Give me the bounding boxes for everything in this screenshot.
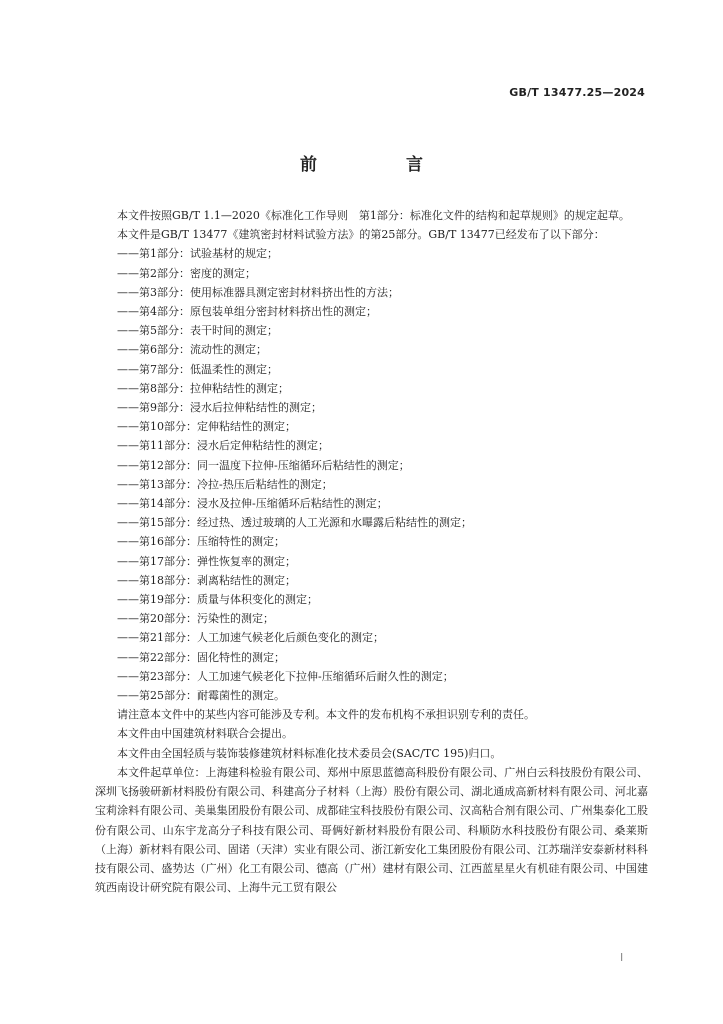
page-title: 前 言: [300, 155, 459, 175]
foreword-body: [95, 206, 648, 897]
part-list-item: ——第4部分：原包装单组分密封材料挤出性的测定；: [117, 305, 377, 319]
part-list-item: ——第11部分：浸水后定伸粘结性的测定；: [117, 439, 329, 453]
part-list-item: ——第10部分：定伸粘结性的测定；: [117, 420, 296, 434]
part-list-item: ——第15部分：经过热、透过玻璃的人工光源和水曝露后粘结性的测定；: [117, 516, 472, 530]
proposer-statement: 本文件由中国建筑材料联合会提出。: [117, 727, 293, 741]
part-list-item: ——第8部分：拉伸粘结性的测定；: [117, 381, 289, 395]
part-list-item: ——第18部分：剥离粘结性的测定；: [117, 573, 296, 587]
intro-paragraph: 本文件是GB/T 13477《建筑密封材料试验方法》的第25部分。GB/T 13477已经发布了以下部分：: [117, 228, 605, 242]
part-list-item: ——第14部分：浸水及拉伸-压缩循环后粘结性的测定；: [117, 497, 388, 511]
part-list-item: ——第13部分：冷拉-热压后粘结性的测定；: [117, 477, 333, 491]
part-list-item: ——第21部分：人工加速气候老化后颜色变化的测定；: [117, 631, 384, 645]
part-list-item: ——第12部分：同一温度下拉伸-压缩循环后粘结性的测定；: [117, 458, 410, 472]
intro-paragraph: 本文件按照GB/T 1.1—2020《标准化工作导则 第1部分：标准化文件的结构和起草规则》的规定起草。: [117, 209, 630, 222]
part-list-item: ——第7部分：低温柔性的测定；: [117, 362, 278, 376]
part-list-item: ——第16部分：压缩特性的测定；: [117, 535, 285, 549]
part-list-item: ——第9部分：浸水后拉伸粘结性的测定；: [117, 401, 322, 415]
part-list-item: ——第19部分：质量与体积变化的测定；: [117, 593, 318, 607]
part-list-item: ——第20部分：污染性的测定；: [117, 612, 274, 626]
patent-notice: 请注意本文件中的某些内容可能涉及专利。本文件的发布机构不承担识别专利的责任。: [117, 708, 535, 722]
part-list-item: ——第22部分：固化特性的测定；: [117, 650, 285, 664]
part-list-item: ——第17部分：弹性恢复率的测定；: [117, 554, 296, 568]
standard-code: GB/T 13477.25—2024: [509, 86, 645, 99]
page-number: I: [620, 951, 624, 964]
part-list-item: ——第1部分：试验基材的规定；: [117, 247, 278, 261]
part-list-item: ——第6部分：流动性的测定；: [117, 343, 267, 357]
part-list-item: ——第2部分：密度的测定；: [117, 266, 256, 280]
part-list-item: ——第3部分：使用标准器具测定密封材料挤出性的方法；: [117, 285, 399, 299]
part-list-item: ——第25部分：耐霉菌性的测定。: [117, 689, 285, 703]
committee-statement: 本文件由全国轻质与装饰装修建筑材料标准化技术委员会(SAC/TC 195)归口。: [117, 746, 502, 760]
drafting-units: 本文件起草单位：上海建科检验有限公司、郑州中原思蓝德高科股份有限公司、广州白云科技股份有限公司、深圳飞扬骏研新材料股份有限公司、科建高分子材料（上海）股份有限公司、湖北通成高新材料有限公司、河北嘉宝莉涂料有限公司、美巢集团股份有限公司、成都硅宝科技股份有限公司、汉高粘合剂有限公司、广州集泰化工股份有限公司、山东宇龙高分子科技有限公司、哥俩好新材料股份有限公司、科顺防水科技股份有限公司、桑莱斯（上海）新材料有限公司、固诺（天津）实业有限公司、浙江新安化工集团股份有限公司、江苏瑞洋安泰新材料科技有限公司、盛势达（广州）化工有限公司、德高（广州）建材有限公司、江西蓝星星火有机硅有限公司、中国建筑西南设计研究院有限公司、上海牛元工贸有限公: [95, 765, 648, 895]
part-list-item: ——第5部分：表干时间的测定；: [117, 324, 278, 338]
part-list-item: ——第23部分：人工加速气候老化下拉伸-压缩循环后耐久性的测定；: [117, 669, 454, 683]
